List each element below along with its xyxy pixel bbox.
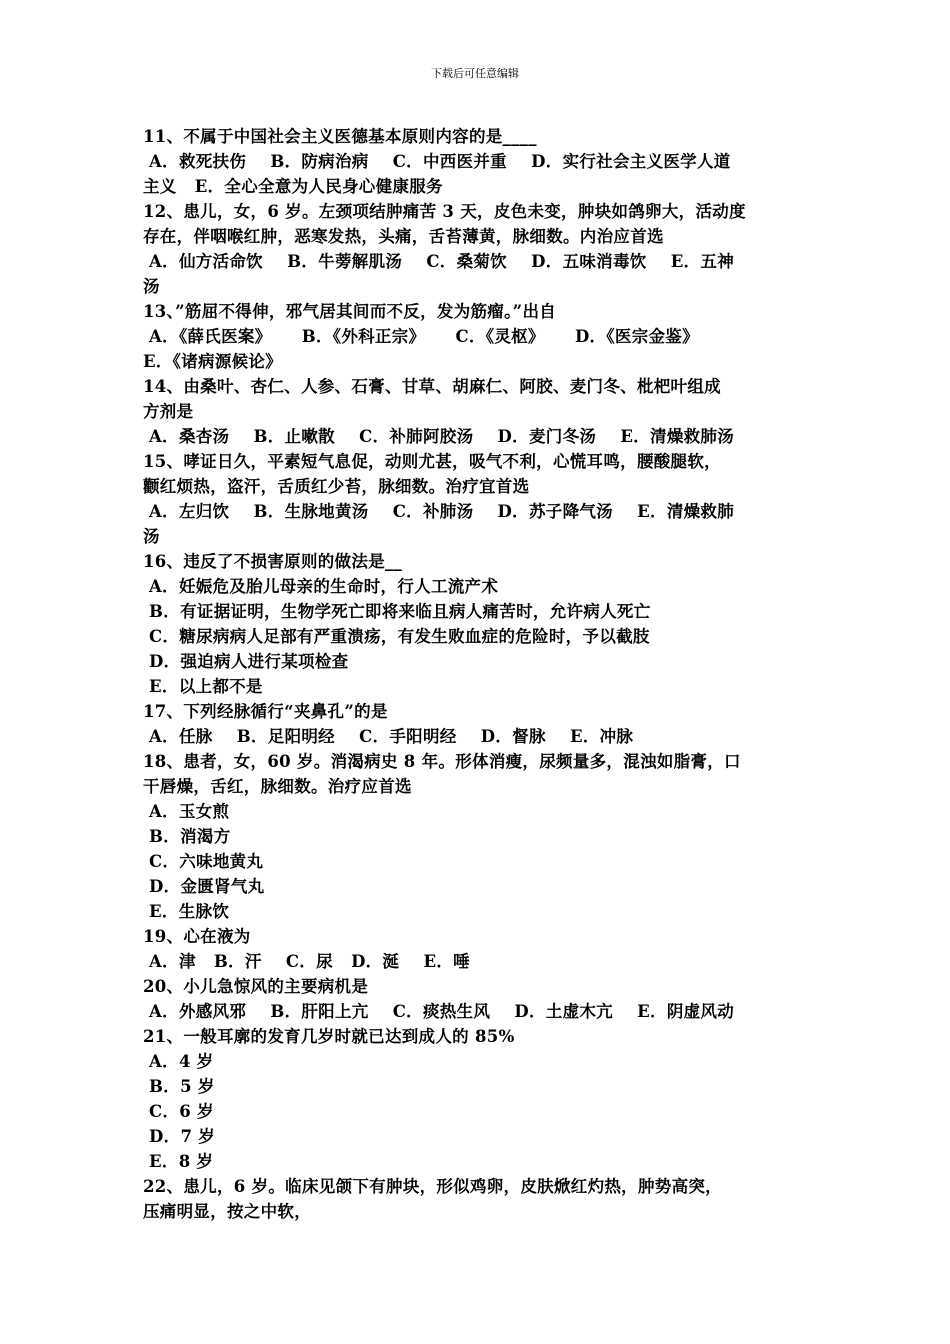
text-line: 存在，伴咽喉红肿，恶寒发热，头痛，舌苔薄黄，脉细数。内治应首选 (143, 227, 664, 246)
text-line: A．桑杏汤 B．止嗽散 C．补肺阿胶汤 D．麦门冬汤 E．清燥救肺汤 (143, 427, 735, 446)
text-line: A．救死扶伤 B．防病治病 C．中西医并重 D．实行社会主义医学人道 (143, 152, 731, 171)
text-line: 11、不属于中国社会主义医德基本原则内容的是____ (143, 127, 537, 146)
text-line: A．左归饮 B．生脉地黄汤 C．补肺汤 D．苏子降气汤 E．清燥救肺 (143, 502, 735, 521)
text-line: 22、患儿，6 岁。临床见颌下有肿块，形似鸡卵，皮肤焮红灼热，肿势高突， (143, 1177, 722, 1196)
text-line: 20、小儿急惊风的主要病机是 (143, 977, 369, 996)
text-line: 17、下列经脉循行“夹鼻孔”的是 (143, 702, 388, 721)
text-line: 汤 (143, 527, 160, 546)
text-line: 方剂是 (143, 402, 194, 421)
text-line: 14、由桑叶、杏仁、人参、石膏、甘草、胡麻仁、阿胶、麦门冬、枇杷叶组成 (143, 377, 721, 396)
text-line: 颧红烦热，盗汗，舌质红少苔，脉细数。治疗宜首选 (143, 477, 530, 496)
text-line: A．仙方活命饮 B．牛蒡解肌汤 C．桑菊饮 D．五味消毒饮 E．五神 (143, 252, 735, 271)
text-line: 12、患儿，女，6 岁。左颈项结肿痛苦 3 天，皮色未变，肿块如鸽卵大，活动度 (143, 202, 746, 221)
text-line: 主义 E．全心全意为人民身心健康服务 (143, 177, 443, 196)
text-line: A．妊娠危及胎儿母亲的生命时，行人工流产术 (143, 577, 499, 596)
text-line: 21、一般耳廓的发育几岁时就已达到成人的 85% (143, 1027, 515, 1046)
text-line: 18、患者，女，60 岁。消渴病史 8 年。形体消瘦，尿频量多，混浊如脂膏，口 (143, 752, 741, 771)
document-body (143, 124, 808, 1224)
text-line: C．糖尿病病人足部有严重溃疡，有发生败血症的危险时，予以截肢 (143, 627, 650, 646)
text-line: D．7 岁 (143, 1127, 216, 1146)
text-line: E．《诸病源候论》 (143, 352, 283, 371)
text-line: E．8 岁 (143, 1152, 214, 1171)
text-line: 13、”筋屈不得伸，邪气居其间而不反，发为筋瘤。”出自 (143, 302, 557, 321)
text-line: B．5 岁 (143, 1077, 215, 1096)
text-line: 16、违反了不损害原则的做法是__ (143, 552, 403, 571)
text-line: B．消渴方 (143, 827, 231, 846)
text-line: E．以上都不是 (143, 677, 263, 696)
text-line: C．六味地黄丸 (143, 852, 264, 871)
text-line: A．4 岁 (143, 1052, 214, 1071)
text-line: B．有证据证明，生物学死亡即将来临且病人痛苦时，允许病人死亡 (143, 602, 651, 621)
text-line: A．《薛氏医案》 B．《外科正宗》 C．《灵枢》 D．《医宗金鉴》 (143, 327, 699, 346)
text-line: 压痛明显，按之中软， (143, 1202, 311, 1221)
text-line: E．生脉饮 (143, 902, 230, 921)
text-line: 汤 (143, 277, 160, 296)
text-line: 19、心在液为 (143, 927, 251, 946)
text-line: D．金匮肾气丸 (143, 877, 265, 896)
text-line: A．外感风邪 B．肝阳上亢 C．痰热生风 D．土虚木亢 E．阴虚风动 (143, 1002, 735, 1021)
text-line: A．玉女煎 (143, 802, 230, 821)
text-line: A．任脉 B．足阳明经 C．手阳明经 D．督脉 E．冲脉 (143, 727, 634, 746)
text-line: 干唇燥，舌红，脉细数。治疗应首选 (143, 777, 412, 796)
text-line: D．强迫病人进行某项检查 (143, 652, 349, 671)
text-line: A．津 B．汗 C．尿 D．涎 E．唾 (143, 952, 470, 971)
text-line: 15、哮证日久，平素短气息促，动则尤甚，吸气不利，心慌耳鸣，腰酸腿软， (143, 452, 721, 471)
text-line: C．6 岁 (143, 1102, 214, 1121)
page-header: 下载后可任意编辑 (431, 67, 519, 80)
